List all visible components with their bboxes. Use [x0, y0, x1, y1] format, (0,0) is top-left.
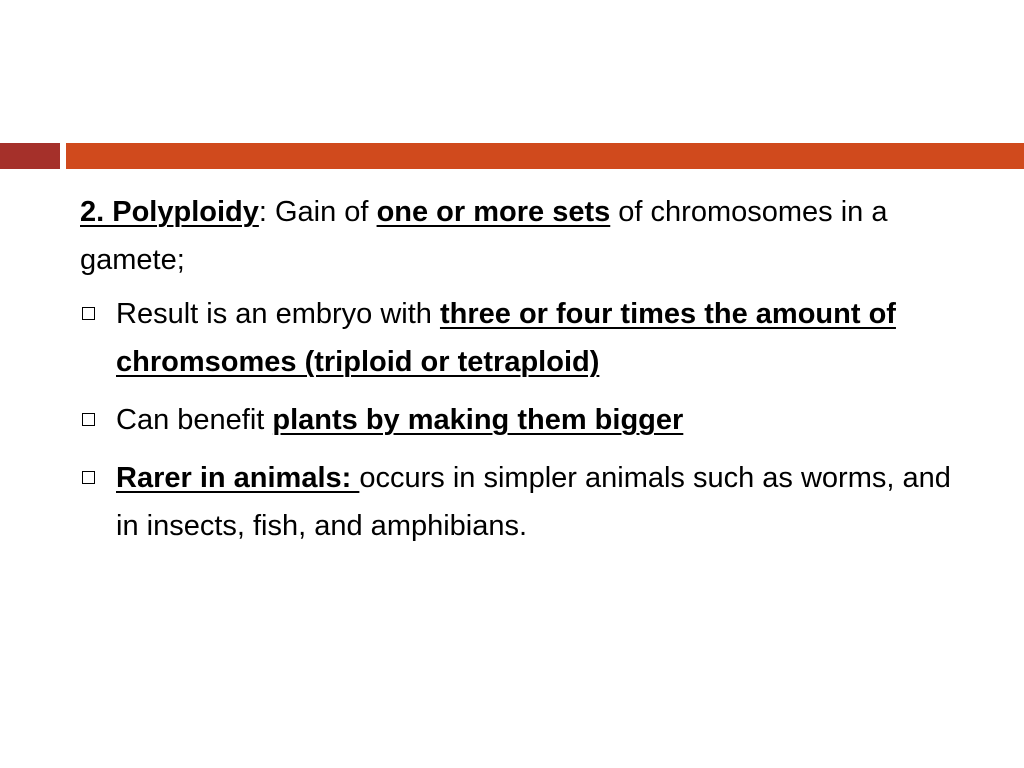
accent-bar-left — [0, 143, 60, 169]
bullet-text: Result is an embryo with — [116, 298, 440, 330]
intro-text-b: of chromosomes in a gamete; — [80, 196, 888, 276]
accent-bar-main — [66, 143, 1024, 169]
intro-text-a: Gain of — [266, 196, 377, 228]
heading-colon: : — [258, 196, 267, 228]
intro-paragraph — [80, 188, 980, 284]
intro-highlight: one or more sets — [376, 196, 611, 228]
heading-polyploidy: 2. Polyploidy — [80, 196, 259, 228]
bullet-highlight: plants by making them bigger — [272, 404, 684, 436]
square-bullet-icon — [82, 413, 95, 426]
slide-body — [80, 188, 980, 560]
bullet-highlight: three or four times the amount of chromsomes (triploid or tetraploid) — [116, 298, 896, 378]
square-bullet-icon — [82, 307, 95, 320]
bullet-text: Can benefit — [116, 404, 273, 436]
bullet-item-embryo — [80, 290, 980, 386]
square-bullet-icon — [82, 471, 95, 484]
bullet-item-plants — [80, 396, 980, 444]
bullet-item-animals — [80, 454, 980, 550]
bullet-text: occurs in simpler animals such as worms, and in insects, fish, and amphibians. — [116, 462, 951, 542]
bullet-lead-highlight: Rarer in animals: — [116, 462, 360, 494]
